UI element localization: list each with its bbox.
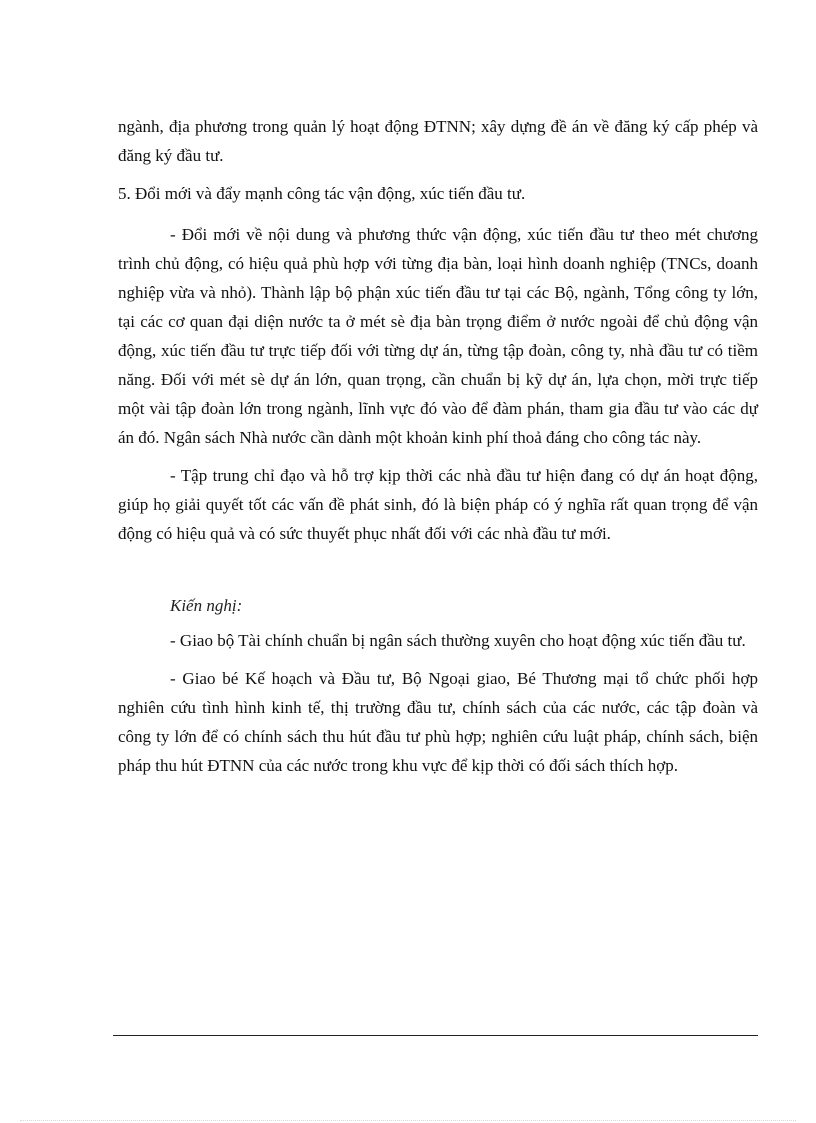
recommendations-heading: Kiến nghị: [170, 596, 243, 615]
recommendation-planning: - Giao bé Kế hoạch và Đầu tư, Bộ Ngoại giao, Bé Thương mại tổ chức phối hợp nghiên cứu tình hình kinh tế, thị trường đầu tư, chính sách của các nước, các tập đoàn và công ty lớn để có chính sách thu hút đầu tư phù hợp; nghiên cứu luật pháp, chính sách, biện pháp thu hút ĐTNN của các nước trong khu vực để kịp thời có đối sách thích hợp. [118, 669, 758, 775]
paragraph-investment-promotion: - Đổi mới về nội dung và phương thức vận động, xúc tiến đầu tư theo mét chương trình chủ động, có hiệu quả phù hợp với từng địa bàn, loại hình doanh nghiệp (TNCs, doanh nghiệp vừa và nhỏ). Thành lập bộ phận xúc tiến đầu tư tại các Bộ, ngành, Tổng công ty lớn, tại các cơ quan đại diện nước ta ở mét sè địa bàn trọng điểm ở nước ngoài để chủ động vận động, xúc tiến đầu tư trực tiếp đối với từng dự án, từng tập đoàn, công ty, nhà đầu tư có tiềm năng. Đối với mét sè dự án lớn, quan trọng, cần chuẩn bị kỹ dự án, lựa chọn, mời trực tiếp một vài tập đoàn lớn trong ngành, lĩnh vực đó vào để đàm phán, tham gia đầu tư vào các dự án đó. Ngân sách Nhà nước cần dành một khoản kinh phí thoả đáng cho công tác này. [118, 225, 758, 447]
paragraph-investor-support: - Tập trung chỉ đạo và hỗ trợ kịp thời các nhà đầu tư hiện đang có dự án hoạt động, giúp họ giải quyết tốt các vấn đề phát sinh, đó là biện pháp có ý nghĩa rất quan trọng để vận động có hiệu quả và có sức thuyết phục nhất đối với các nhà đầu tư mới. [118, 466, 758, 543]
section-heading-5: 5. Đổi mới và đẩy mạnh công tác vận động, xúc tiến đầu tư. [118, 184, 526, 203]
footer-divider [113, 1035, 758, 1036]
page-bottom-border [20, 1120, 796, 1121]
document-page [118, 112, 758, 789]
paragraph-continuation: ngành, địa phương trong quản lý hoạt động ĐTNN; xây dựng đề án về đăng ký cấp phép và đăng ký đầu tư. [118, 117, 758, 165]
recommendation-finance: - Giao bộ Tài chính chuẩn bị ngân sách thường xuyên cho hoạt động xúc tiến đầu tư. [170, 631, 746, 650]
spacer [118, 557, 758, 591]
